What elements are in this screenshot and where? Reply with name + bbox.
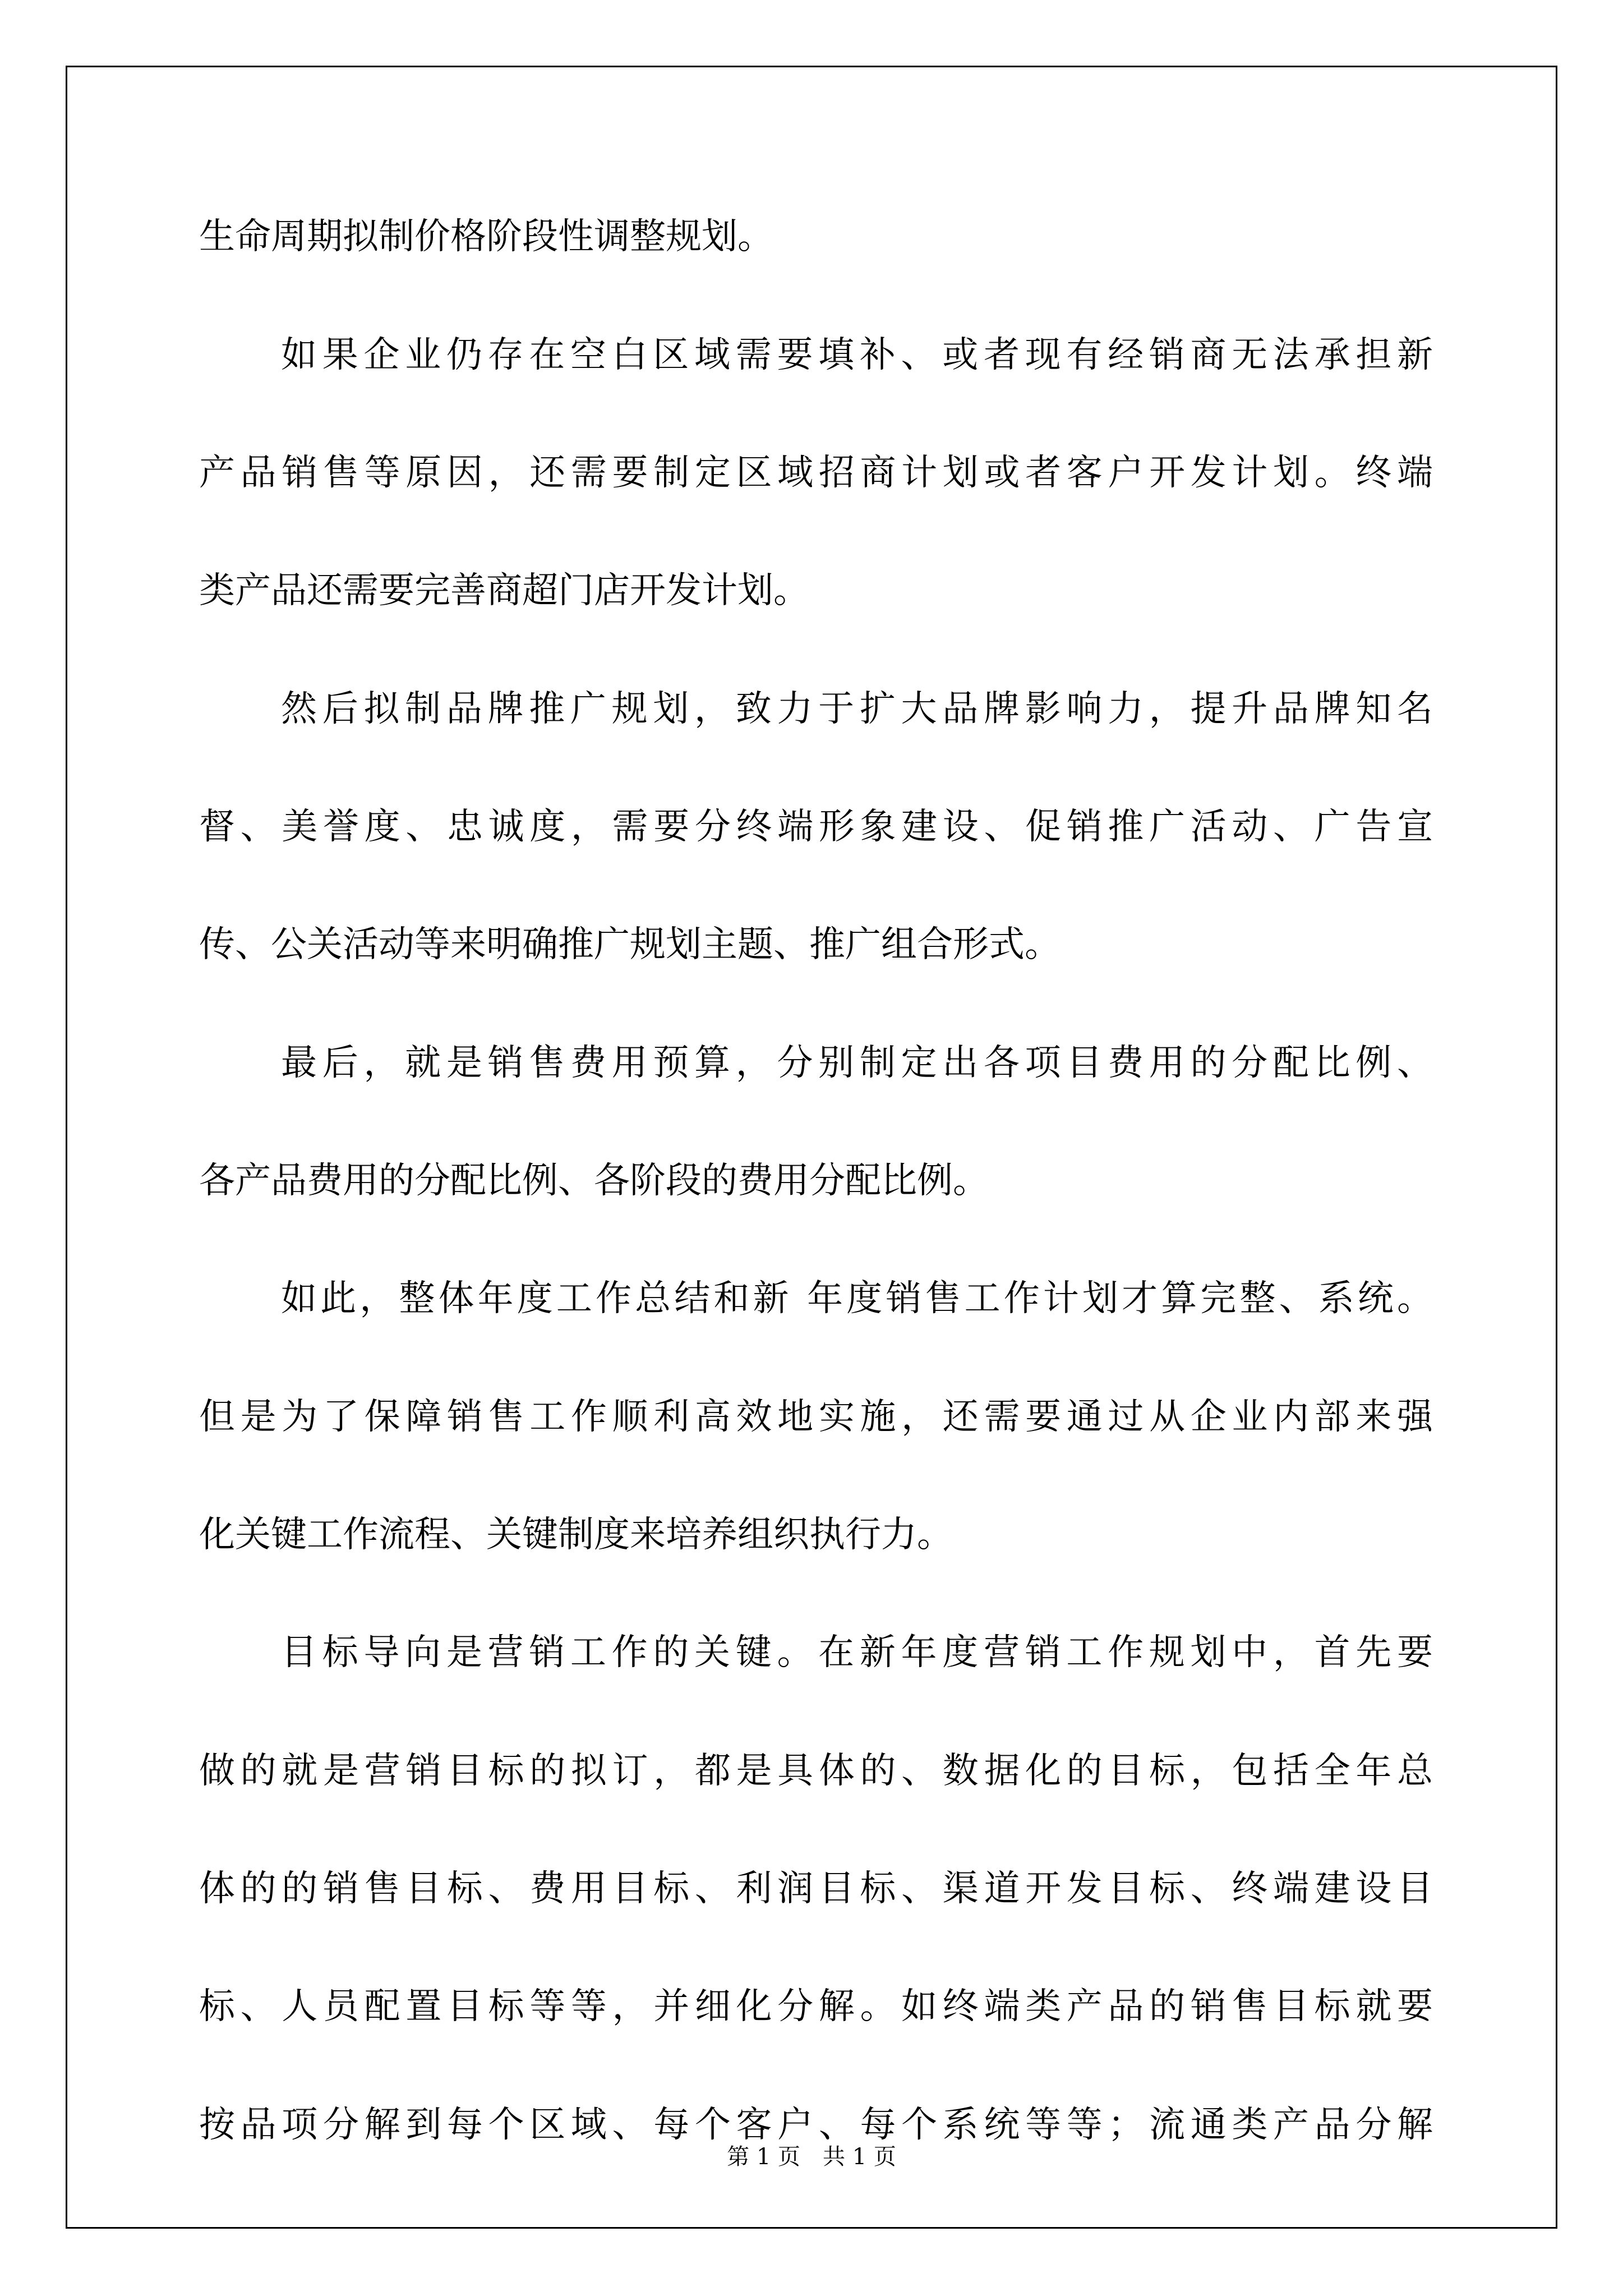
text-line: 化关键工作流程、关键制度来培养组织执行力。: [199, 1514, 953, 1556]
text-line: 类产品还需要完善商超门店开发计划。: [199, 570, 809, 611]
text-line: 标、人员配置目标等等，并细化分解。如终端类产品的销售目标就要: [199, 1986, 1433, 2027]
text-line: 目标导向是营销工作的关键。在新年度营销工作规划中，首先要: [281, 1632, 1433, 1673]
text-line: 但是为了保障销售工作顺利高效地实施，还需要通过从企业内部来强: [199, 1396, 1433, 1438]
text-line: 生命周期拟制价格阶段性调整规划。: [199, 216, 773, 257]
page-number: 第 1 页: [727, 2144, 800, 2170]
text-line: 传、公关活动等来明确推广规划主题、推广组合形式。: [199, 924, 1061, 965]
text-line: 如此，整体年度工作总结和新 年度销售工作计划才算完整、系统。: [281, 1278, 1433, 1319]
page-total: 共 1 页: [823, 2144, 896, 2170]
page-footer: [0, 2143, 1623, 2171]
text-line: 按品项分解到每个区域、每个客户、每个系统等等；流通类产品分解: [199, 2104, 1433, 2146]
text-line: 产品销售等原因，还需要制定区域招商计划或者客户开发计划。终端: [199, 452, 1433, 494]
text-line: 做的就是营销目标的拟订，都是具体的、数据化的目标，包括全年总: [199, 1750, 1433, 1792]
text-line: 督、美誉度、忠诚度，需要分终端形象建设、促销推广活动、广告宣: [199, 806, 1433, 848]
text-line: 最后，就是销售费用预算，分别制定出各项目费用的分配比例、: [281, 1042, 1433, 1084]
text-line: 各产品费用的分配比例、各阶段的费用分配比例。: [199, 1160, 989, 1202]
text-line: 如果企业仍存在空白区域需要填补、或者现有经销商无法承担新: [281, 334, 1433, 376]
text-line: 然后拟制品牌推广规划，致力于扩大品牌影响力，提升品牌知名: [281, 688, 1433, 730]
text-line: 体的的销售目标、费用目标、利润目标、渠道开发目标、终端建设目: [199, 1868, 1433, 1910]
